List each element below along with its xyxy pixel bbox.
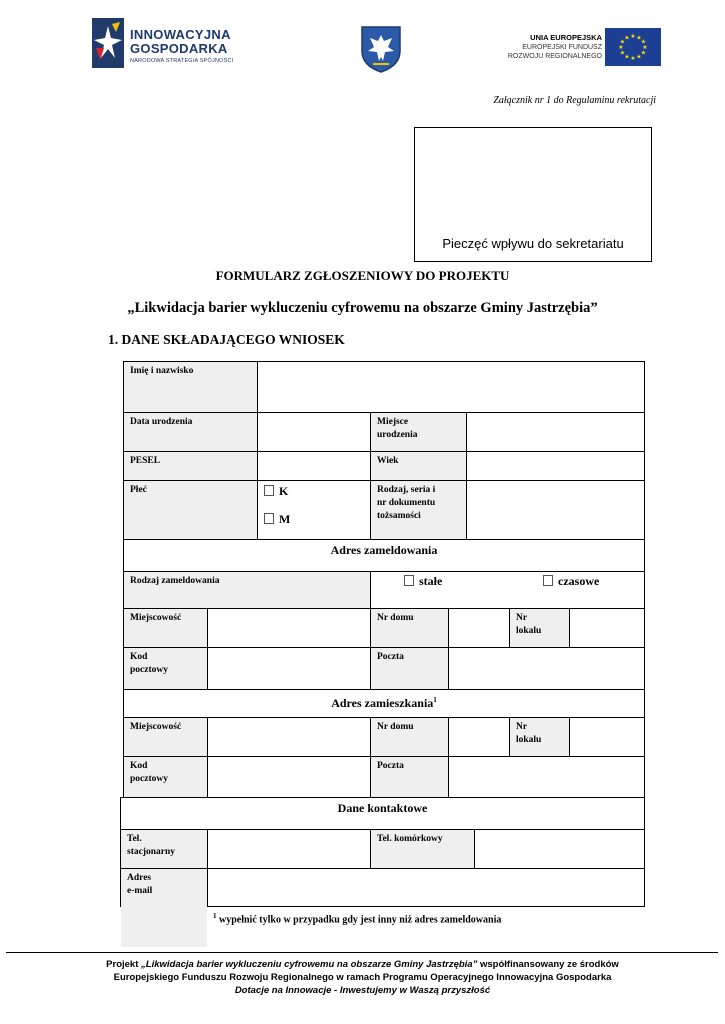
star-icon [92,18,124,68]
svg-text:★: ★ [624,34,630,42]
name-label: Imię i nazwisko [123,361,258,413]
svg-text:★: ★ [640,38,647,46]
section-heading: 1. DANE SKŁADAJĄCEGO WNIOSEK [108,332,345,347]
mobile-input[interactable] [474,829,645,869]
res-postcode-input[interactable] [207,756,371,799]
reg-post-label: Poczta [370,647,449,690]
svg-text:★: ★ [619,38,626,46]
res-postcode-label: Kod pocztowy [123,756,208,799]
svg-text:★: ★ [619,49,626,57]
birth-date-label: Data urodzenia [123,412,258,452]
res-post-label: Poczta [370,756,449,799]
svg-text:★: ★ [642,44,648,51]
email-input[interactable] [207,868,645,907]
ig-logo-tagline: NARODOWA STRATEGIA SPÓJNOŚCI [130,58,234,64]
reg-post-input[interactable] [448,647,645,690]
reg-town-input[interactable] [207,608,371,648]
svg-text:★: ★ [636,53,642,61]
form-title: FORMULARZ ZGŁOSZENIOWY DO PROJEKTU [215,268,510,283]
checkbox-icon[interactable] [264,485,274,496]
reg-house-label: Nr domu [370,608,449,648]
footnote: $^1$ wypełnić tylko w przypadku gdy jest inny niż adres zameldowania [213,912,502,926]
registration-permanent-option[interactable]: stałe [404,575,442,588]
birth-place-label: Miejsce urodzenia [370,412,467,452]
birth-place-input[interactable] [466,412,645,452]
checkbox-icon[interactable] [543,575,553,586]
contact-heading: Dane kontaktowe [120,797,645,830]
birth-date-input[interactable] [257,412,371,452]
svg-text:★: ★ [624,53,630,61]
sex-m-option[interactable]: M [264,513,370,526]
stamp-label: Pieczęć wpływu do sekretariatu [442,236,624,251]
page-footer: Projekt „Likwidacja barier wykluczeniu cyfrowemu na obszarze Gminy Jastrzębia” współfinansowany ze środków Europejskiego Funduszu Rozwoju Regionalnego w ramach Programu Operacyjnego Innowacyjna Gospodarka Dotacje na Innowacje - Inwestujemy w Waszą przyszłość [106,959,619,996]
res-post-input[interactable] [448,756,645,799]
svg-text:★: ★ [640,49,647,57]
registration-type-options [370,571,645,609]
pesel-input[interactable] [257,451,371,481]
age-input[interactable] [466,451,645,481]
svg-text:★: ★ [630,55,636,62]
registration-temporary-option[interactable]: czasowe [543,575,599,588]
phone-label: Tel. stacjonarny [120,829,208,869]
res-town-label: Miejscowość [123,717,208,757]
sex-k-option[interactable]: K [264,485,370,498]
age-label: Wiek [370,451,467,481]
registration-type-label: Rodzaj zameldowania [123,571,371,609]
reg-postcode-label: Kod pocztowy [123,647,208,690]
id-document-input[interactable] [466,480,645,540]
reg-house-input[interactable] [448,608,510,648]
name-input[interactable] [257,361,645,413]
innowacyjna-gospodarka-logo [92,18,252,70]
res-house-input[interactable] [448,717,510,757]
reg-postcode-input[interactable] [207,647,371,690]
residence-address-heading: Adres zamieszkania$^1$ [123,689,645,718]
email-label: Adres e-mail [120,868,208,907]
checkbox-icon[interactable] [264,513,274,524]
reg-town-label: Miejscowość [123,608,208,648]
pesel-label: PESEL [123,451,258,481]
phone-input[interactable] [207,829,371,869]
reg-flat-label: Nr lokalu [509,608,570,648]
attachment-note: Załącznik nr 1 do Regulaminu rekrutacji [493,95,656,106]
svg-text:★: ★ [630,33,636,40]
res-flat-label: Nr lokalu [509,717,570,757]
stamp-box [414,127,652,262]
registered-address-heading: Adres zameldowania [123,539,645,572]
sex-options [257,480,371,540]
res-flat-input[interactable] [569,717,645,757]
reg-flat-input[interactable] [569,608,645,648]
id-document-label: Rodzaj, seria i nr dokumentu tożsamości [370,480,467,540]
project-title: „Likwidacja barier wykluczeniu cyfrowemu na obszarze Gminy Jastrzębia” [127,300,598,316]
footer-divider [6,952,718,953]
svg-text:★: ★ [618,44,624,51]
checkbox-icon[interactable] [404,575,414,586]
ig-logo-text: INNOWACYJNA GOSPODARKA [130,27,231,56]
res-house-label: Nr domu [370,717,449,757]
res-town-input[interactable] [207,717,371,757]
sex-label: Płeć [123,480,258,540]
eu-fund-text: UNIA EUROPEJSKA EUROPEJSKI FUNDUSZ ROZWOJU REGIONALNEGO [507,33,602,60]
mobile-label: Tel. komórkowy [370,829,475,869]
eu-flag-icon [605,28,661,66]
footnote-shade [121,906,207,947]
svg-text:★: ★ [636,34,642,42]
eagle-crest-icon [360,25,402,73]
